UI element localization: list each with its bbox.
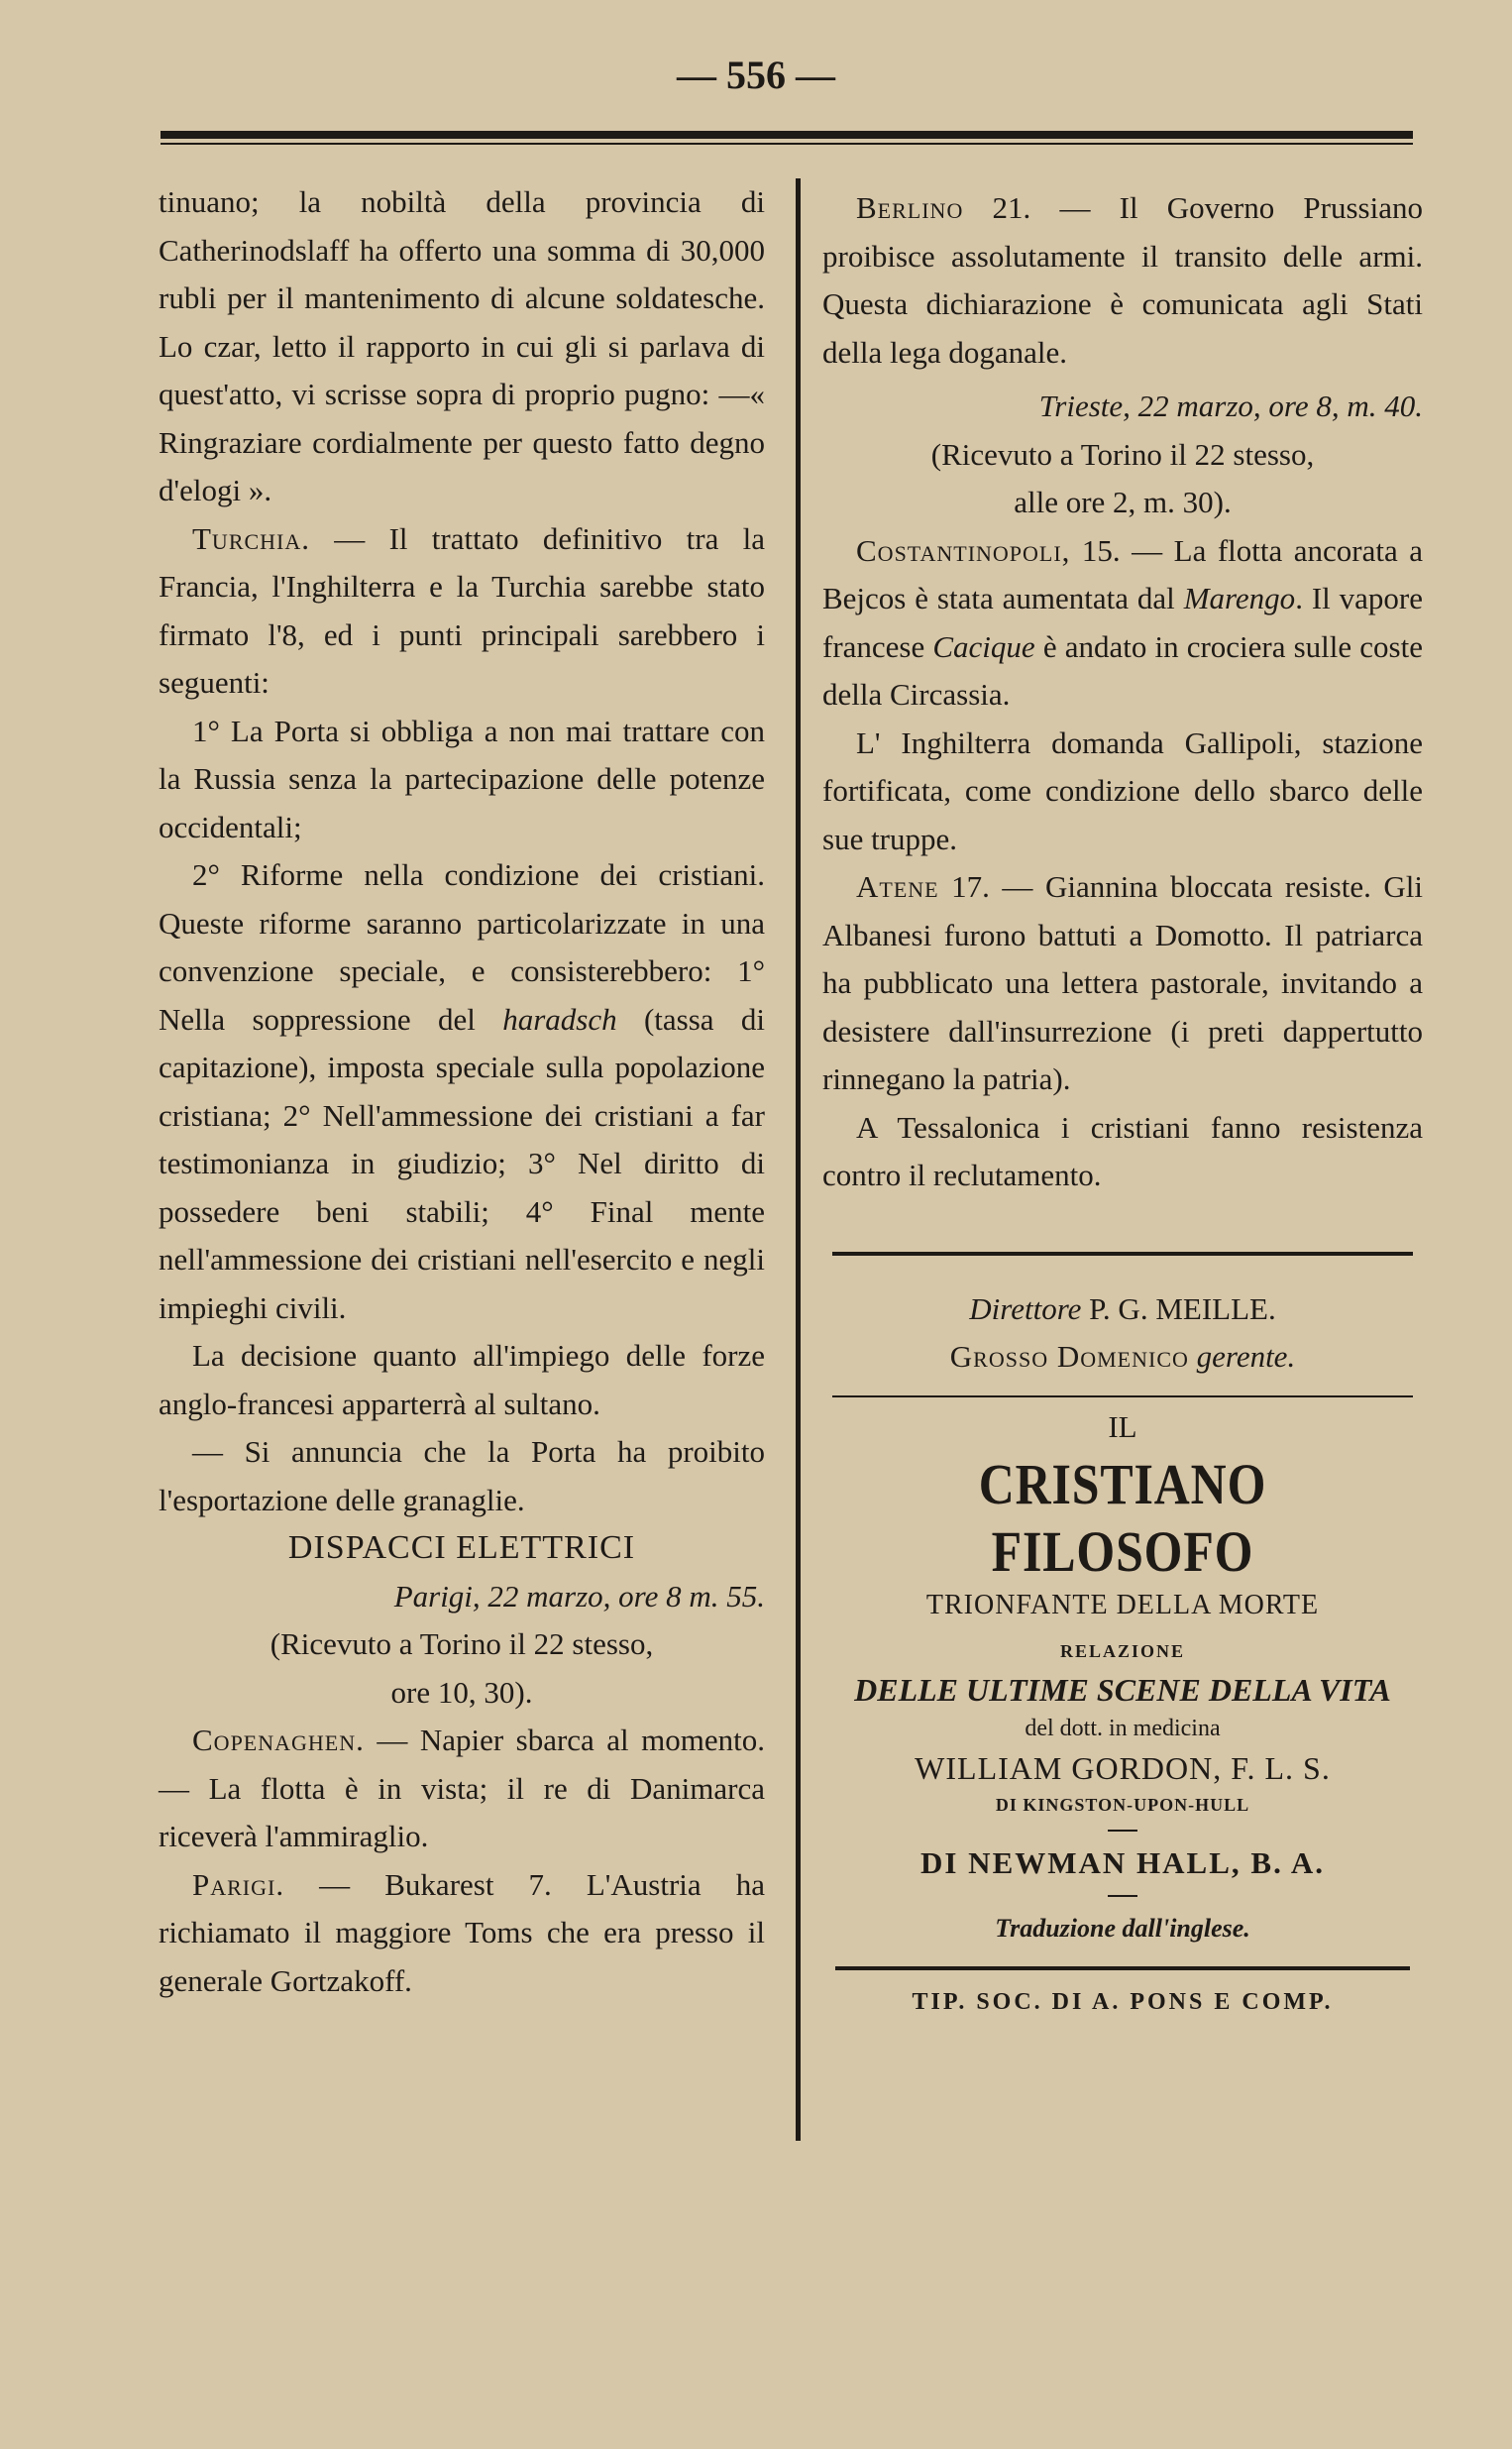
berlino-label: Berlino <box>856 190 964 225</box>
treaty-point-2-text-b: (tassa di capitazione), imposta speciale sulla popolazione cristiana; 2° Nell'ammessione dei cristiani a far testimonianza in giudizio; 3° Nel diritto di possedere beni stabili; 4° Final mente nell'ammessione dei cristiani nell'esercito e negli impieghi civili. <box>159 1001 765 1325</box>
right-column <box>822 184 1423 2022</box>
page-number: — 556 — <box>677 53 835 97</box>
treaty-point-2 <box>159 851 765 1332</box>
direttore-line <box>822 1285 1423 1334</box>
russia-paragraph: tinuano; la nobiltà della provincia di Catherinodslaff ha offerto una somma di 30,000 rubli per il mantenimento di alcune soldatesche. Lo czar, letto il rapporto in cui gli si parlava di quest'atto, vi scrisse sopra di proprio pugno: —« Ringraziare cordialmente per questo fatto degno d'elogi ». <box>159 184 765 507</box>
left-column <box>159 178 765 2005</box>
costantinopoli-text-c: è andato in crociera sulle coste della Circassia. <box>822 628 1423 712</box>
trieste-received-1: (Ricevuto a Torino il 22 stesso, <box>930 436 1315 472</box>
parigi-received-1: (Ricevuto a Torino il 22 stesso, <box>270 1626 654 1661</box>
costantinopoli-label: Costantinopoli, <box>856 532 1071 568</box>
inghilterra-paragraph: L' Inghilterra domanda Gallipoli, stazione fortificata, come condizione dello sbarco delle sue truppe. <box>822 724 1423 856</box>
parigi-dateline-text: Parigi, 22 marzo, ore 8 m. 55. <box>393 1578 765 1614</box>
haradsch-term: haradsch <box>502 1001 617 1037</box>
column-divider <box>796 178 801 2141</box>
advert-dash-2 <box>1108 1895 1137 1897</box>
atene-text: 17. — Giannina bloccata resiste. Gli Albanesi furono battuti a Domotto. Il patriarca ha pubblicato una lettera pastorale, invitando a desistere dall'insurrezione (i preti dappertutto rinnegano la patria). <box>822 869 1423 1096</box>
advert-rule-top <box>832 1395 1413 1397</box>
copenaghen-paragraph <box>159 1717 765 1861</box>
atene-label: Atene <box>856 869 939 904</box>
gerente-name: Grosso Domenico <box>949 1339 1189 1374</box>
advert-rule-bottom <box>835 1966 1410 1970</box>
cacique-ship: Cacique <box>932 628 1035 664</box>
costantinopoli-text-a: 15. — La flotta ancorata a Bejcos è stata aumentata dal <box>822 532 1423 615</box>
advert-relazione: RELAZIONE <box>1059 1640 1186 1661</box>
advert-il: IL <box>1108 1408 1137 1444</box>
direttore-label: Direttore <box>969 1290 1082 1326</box>
printer-imprint: TIP. SOC. DI A. PONS E COMP. <box>912 1988 1334 2015</box>
advert-author: WILLIAM GORDON, F. L. S. <box>915 1749 1331 1786</box>
parigi2-label: Parigi. <box>192 1866 285 1902</box>
berlino-text: 21. — Il Governo Prussiano proibisce assolutamente il transito delle armi. Questa dichiarazione è comunicata agli Stati della lega doganale. <box>822 190 1423 370</box>
header-rule <box>161 131 1413 139</box>
marengo-ship: Marengo <box>1183 581 1296 615</box>
advert-kingston: DI KINGSTON-UPON-HULL <box>995 1794 1250 1815</box>
costantinopoli-paragraph <box>822 527 1423 720</box>
advert-translator: DI NEWMAN HALL, B. A. <box>919 1844 1325 1880</box>
treaty-point-1: 1° La Porta si obbliga a non mai trattare con la Russia senza la partecipazione delle potenze occidentali; <box>159 713 765 844</box>
advert-subtitle: TRIONFANTE DELLA MORTE <box>925 1589 1320 1620</box>
advert-del-dott: del dott. in medicina <box>1025 1715 1221 1741</box>
advert-traduzione: Traduzione dall'inglese. <box>995 1913 1250 1943</box>
parigi2-paragraph <box>159 1861 765 2006</box>
treaty-point-2-text-a: 2° Riforme nella condizione dei cristiani. Queste riforme saranno particolarizzate in una convenzione speciale, e consisterebbero: 1° Nella soppressione del <box>159 857 765 1037</box>
costantinopoli-text-b: . Il vapore francese <box>822 581 1424 664</box>
trieste-received-2: alle ore 2, m. 30). <box>1014 485 1232 519</box>
parigi2-text: — Bukarest 7. L'Austria ha richiamato il maggiore Toms che era presso il generale Gortzakoff. <box>159 1866 765 1998</box>
book-advertisement <box>822 1403 1423 2022</box>
advert-dash-1 <box>1108 1830 1137 1832</box>
advert-title: CRISTIANO FILOSOFO <box>978 1451 1267 1584</box>
parigi-received-2: ore 10, 30). <box>390 1674 533 1710</box>
copenaghen-text: — Napier sbarca al momento. — La flotta è in vista; il re di Danimarca riceverà l'ammiraglio. <box>159 1723 765 1853</box>
turchia-text: — Il trattato definitivo tra la Francia, l'Inghilterra e la Turchia sarebbe stato firmato l'8, ed i punti principali sarebbero i seguenti: <box>159 520 765 700</box>
gerente-label: gerente. <box>1188 1339 1296 1374</box>
turchia-label: Turchia. <box>192 520 311 556</box>
direttore-name: P. G. MEILLE. <box>1081 1290 1276 1326</box>
decisione-paragraph: La decisione quanto all'impiego delle forze anglo-francesi apparterrà al sultano. <box>159 1338 765 1421</box>
header-rule-thin <box>161 143 1413 145</box>
turchia-paragraph <box>159 515 765 708</box>
gerente-line <box>822 1333 1423 1382</box>
berlino-paragraph <box>822 184 1423 377</box>
trieste-dateline <box>822 383 1423 431</box>
tessalonica-paragraph: A Tessalonica i cristiani fanno resistenza contro il reclutamento. <box>822 1109 1423 1192</box>
annuncia-paragraph: — Si annuncia che la Porta ha proibito l'esportazione delle granaglie. <box>159 1434 765 1517</box>
copenaghen-label: Copenaghen. <box>192 1723 365 1757</box>
atene-paragraph <box>822 863 1423 1104</box>
section-rule <box>832 1252 1413 1256</box>
dispacci-heading: DISPACCI ELETTRICI <box>287 1529 636 1566</box>
trieste-dateline-text: Trieste, 22 marzo, ore 8, m. 40. <box>1038 389 1423 423</box>
advert-scene: DELLE ULTIME SCENE DELLA VITA <box>854 1671 1391 1708</box>
parigi-dateline <box>159 1573 765 1621</box>
